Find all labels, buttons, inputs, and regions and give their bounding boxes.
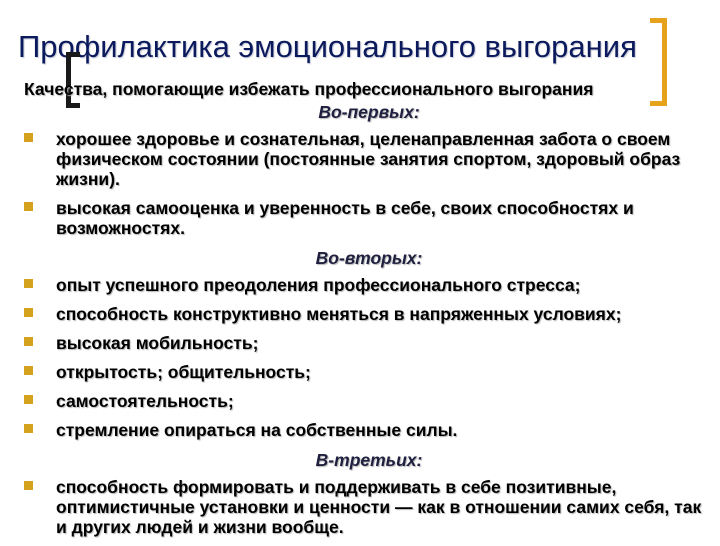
list-item-text: высокая мобильность; <box>56 333 259 353</box>
list-item-text: способность формировать и поддерживать в себе позитивные, оптимистичные установки и ценности — как в отношении самих себя, так и других людей и жизни вообще. <box>56 477 702 537</box>
list-item <box>24 333 714 353</box>
list-item-text: открытость; общительность; <box>56 362 311 382</box>
slide-title: Профилактика эмоционального выгорания <box>18 29 637 64</box>
bullet-marker-icon <box>24 202 33 211</box>
list-item-text: опыт успешного преодоления профессионального стресса; <box>56 275 581 295</box>
list-item <box>24 420 714 440</box>
list-item <box>24 391 714 411</box>
list-item <box>24 304 714 324</box>
bullet-marker-icon <box>24 279 33 288</box>
list-item-text: высокая самооценка и уверенность в себе, своих способностях и возможностях. <box>56 198 634 238</box>
list-item-text: хорошее здоровье и сознательная, целенаправленная забота о своем физическом состоянии (постоянные занятия спортом, здоровый образ жизни). <box>56 129 681 189</box>
list-item <box>24 362 714 382</box>
section-heading-2: Во-вторых: <box>315 248 423 268</box>
bullet-marker-icon <box>24 337 33 346</box>
list-item-text: способность конструктивно меняться в напряженных условиях; <box>56 304 622 324</box>
bullet-marker-icon <box>24 395 33 404</box>
list-item <box>24 477 714 537</box>
content-body <box>24 101 714 546</box>
slide-subtitle: Качества, помогающие избежать профессионального выгорания <box>24 79 594 99</box>
section-heading-1: Во-первых: <box>318 102 420 122</box>
list-item <box>24 198 714 238</box>
bullet-marker-icon <box>24 308 33 317</box>
list-item <box>24 129 714 189</box>
list-item-text: стремление опираться на собственные силы. <box>56 420 458 440</box>
bullet-marker-icon <box>24 481 33 490</box>
section-heading-3: В-третьих: <box>315 450 423 470</box>
list-item <box>24 275 714 295</box>
bullet-marker-icon <box>24 366 33 375</box>
list-item-text: самостоятельность; <box>56 391 234 411</box>
bullet-marker-icon <box>24 133 33 142</box>
bullet-marker-icon <box>24 424 33 433</box>
